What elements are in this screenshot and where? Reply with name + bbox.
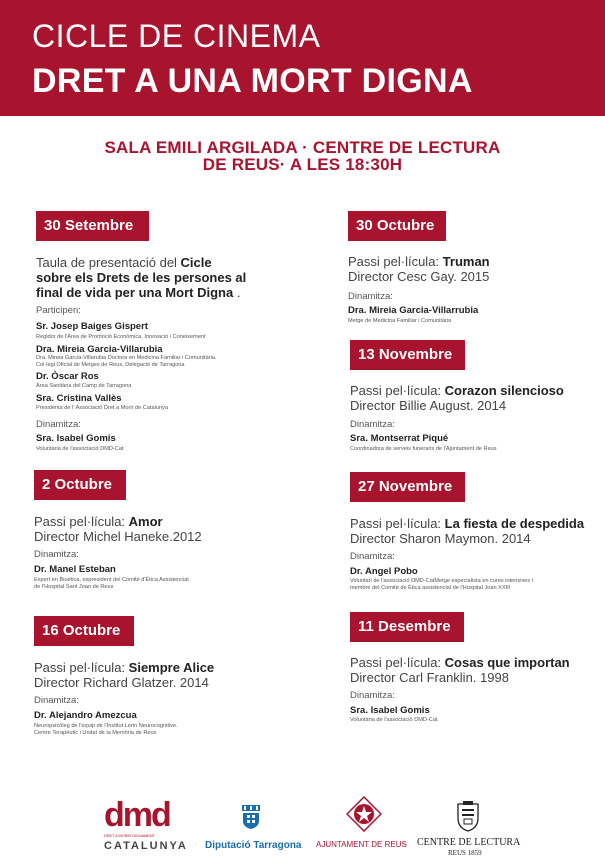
header-banner	[0, 0, 605, 116]
diputacio-name: Diputació Tarragona	[205, 840, 302, 851]
participant-name: Sra. Cristina Vallès	[36, 393, 122, 404]
host-label: Dinamitza:	[350, 419, 395, 430]
host-desc: membre del Comitè de Ètica assistencial de l'Hospital Joan XXIII	[350, 585, 511, 591]
film-line: Passi pel·lícula: Truman	[348, 254, 490, 269]
participant-desc: Àrea Sanitària del Camp de Tarragona	[36, 383, 132, 389]
dmd-tagline: DRET A MORIR DIGNAMENT	[104, 834, 155, 838]
diputacio-logo	[205, 804, 300, 854]
date-badge-16-octubre: 16 Octubre	[34, 616, 134, 646]
cycle-subtitle: DRET A UNA MORT DIGNA	[32, 62, 473, 100]
date-badge-27-novembre: 27 Novembre	[350, 472, 465, 502]
dmd-logo	[104, 796, 188, 852]
host-name: Dr. Alejandro Amezcua	[34, 710, 137, 721]
date-badge-11-desembre: 11 Desembre	[350, 612, 464, 642]
participant-name: Dr. Òscar Ros	[36, 371, 99, 382]
host-desc: de l'Hospital Sant Joan de Reus	[34, 584, 114, 590]
host-desc: Neuropsicòleg de l'equip de l'Institut Lerin Neurocognitive.	[34, 723, 178, 729]
director-line: Director Billie August. 2014	[350, 398, 507, 413]
participant-desc: Presidenta de l' Associació Dret a Morir de Catalunya	[36, 405, 168, 411]
director-line: Director Sharon Maymon. 2014	[350, 531, 531, 546]
date-badge-13-novembre: 13 Novembre	[350, 340, 465, 370]
host-desc: Voluntària de l'associació DMD-Cat	[350, 717, 438, 723]
host-label: Dinamitza:	[34, 549, 79, 560]
host-desc: Coordinadora de serveis funeraris de l'Ajuntament de Reus	[350, 446, 497, 452]
host-label: Dinamitza:	[34, 695, 79, 706]
host-label: Dinamitza:	[348, 291, 393, 302]
film-line: Passi pel·lícula: La fiesta de despedida	[350, 516, 585, 531]
centre-lectura-logo	[414, 800, 524, 858]
host-name: Dr. Angel Pobo	[350, 566, 418, 577]
host-desc: Centre Terapèutic i Unitat de la Memòria de Reus	[34, 730, 157, 736]
date-badge-30-setembre: 30 Setembre	[36, 211, 149, 241]
film-line: Passi pel·lícula: Corazon silencioso	[350, 383, 564, 398]
centre-lectura-sub: REUS 1859	[448, 849, 482, 857]
host-desc: Expert en Bioètica, expresident del Comitè d'Ètica Assistencial	[34, 577, 189, 583]
film-line: Passi pel·lícula: Cosas que importan	[350, 655, 570, 670]
participant-name: Dra. Mireia Garcia-Villarubia	[36, 344, 163, 355]
film-line: Passi pel·lícula: Siempre Alice	[34, 660, 215, 675]
host-label: Dinamitza:	[350, 690, 395, 701]
participant-desc: Regidor de l'Àrea de Promoció Econòmica, Innovació i Coneixement	[36, 334, 206, 340]
centre-lectura-name: CENTRE DE LECTURA	[417, 837, 521, 848]
venue-line-1: SALA EMILI ARGILADA · CENTRE DE LECTURA	[104, 138, 501, 157]
host-name: Sra. Isabel Gomis	[36, 433, 116, 444]
director-line: Director Cesc Gay. 2015	[348, 269, 490, 284]
presentation-line-2: sobre els Drets de les persones al	[36, 270, 247, 285]
ajuntament-reus-logo	[316, 796, 408, 854]
presentation-line-1: Taula de presentació del Cicle	[36, 255, 212, 270]
reus-emblem-icon	[346, 796, 382, 832]
director-line: Director Carl Franklin. 1998	[350, 670, 509, 685]
host-desc: Voluntària de l'associació DMD-Cat	[36, 446, 124, 452]
sponsor-logos	[0, 790, 605, 863]
film-line: Passi pel·lícula: Amor	[34, 514, 163, 529]
dmd-region: CATALUNYA	[104, 840, 188, 852]
participant-desc: Dra. Mireia Garcia-Villarubia Doctora en Medicina Familiar i Comunitària.	[36, 355, 217, 361]
participant-name: Sr. Josep Baiges Gispert	[36, 321, 148, 332]
date-badge-2-octubre: 2 Octubre	[34, 470, 126, 500]
participant-desc: Col·legi Oficial de Metges de Reus, Delegació de Tarragona	[36, 362, 185, 368]
venue-line-2: DE REUS· A LES 18:30H	[202, 155, 403, 174]
host-name: Dr. Manel Esteban	[34, 564, 116, 575]
director-line: Director Michel Haneke.2012	[34, 529, 202, 544]
cycle-title: CICLE DE CINEMA	[32, 18, 321, 54]
diputacio-shield-icon	[241, 804, 261, 830]
participants-label: Participen:	[36, 305, 81, 316]
centre-lectura-crest-icon	[455, 800, 481, 832]
presentation-line-3: final de vida per una Mort Digna .	[36, 285, 241, 300]
host-label: Dinamitza:	[36, 419, 81, 430]
host-label: Dinamitza:	[350, 551, 395, 562]
host-name: Dra. Mireia Garcia-Villarrubia	[348, 305, 479, 316]
host-desc: Metge de Medicina Familiar i Comunitària	[348, 318, 452, 324]
host-desc: Voluntari de l'associació DMD-CatMetge especialista en cures intensives i	[350, 578, 533, 584]
date-badge-30-octubre: 30 Octubre	[348, 211, 446, 241]
dmd-mark: dmd	[104, 796, 170, 834]
director-line: Director Richard Glatzer. 2014	[34, 675, 209, 690]
host-name: Sra. Montserrat Piqué	[350, 433, 449, 444]
host-name: Sra. Isabel Gomis	[350, 705, 430, 716]
ajuntament-name: AJUNTAMENT DE REUS	[316, 840, 407, 849]
